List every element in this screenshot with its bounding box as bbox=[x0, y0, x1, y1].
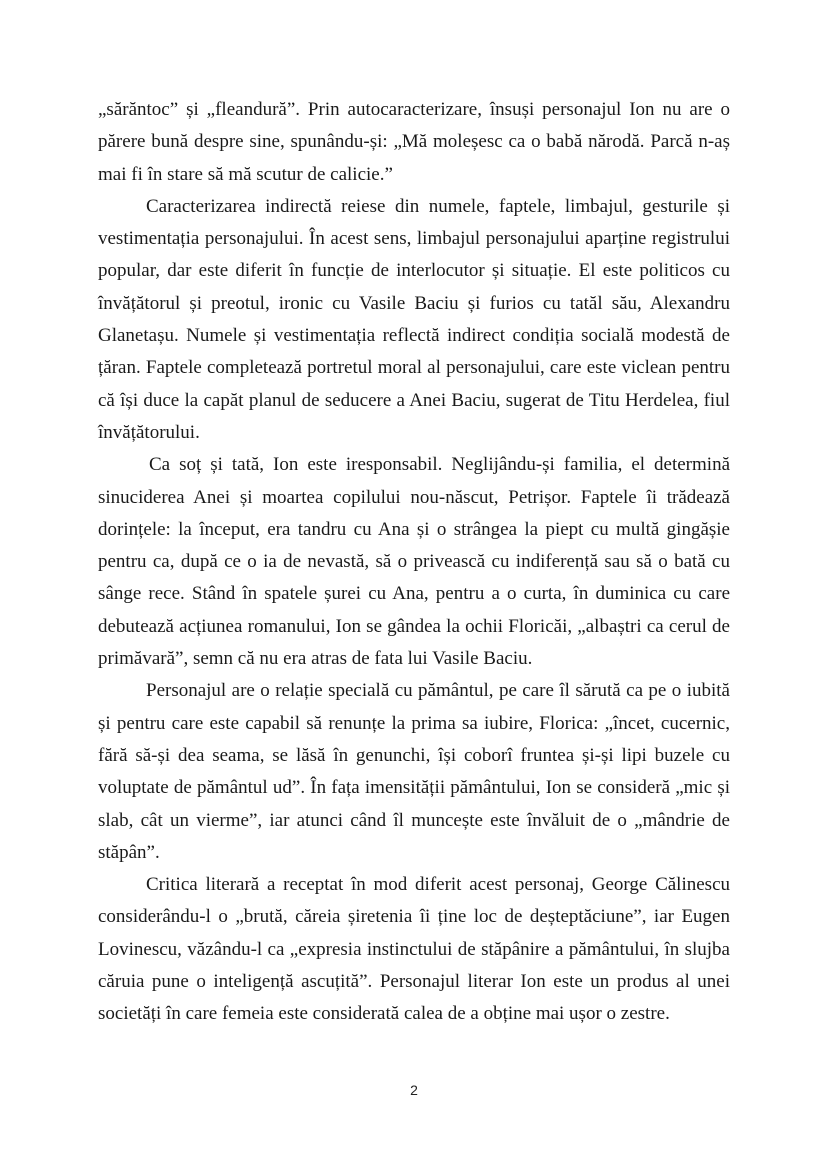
paragraph-3: Ca soț și tată, Ion este iresponsabil. Neglijându-și familia, el determină sinuciderea Anei și moartea copilului nou-născut, Petrișor. Faptele îi trădează dorințele: la început, era tandru cu Ana și o strângea la piept cu multă gingășie pentru ca, după ce o ia de nevastă, să o privească cu indiferență sau să o bată cu sânge rece. Stând în spatele șurei cu Ana, pentru a o curta, în duminica cu care debutează acțiunea romanului, Ion se gândea la ochii Floricăi, „albaștri ca cerul de primăvară”, semn că nu era atras de fata lui Vasile Baciu. bbox=[98, 454, 730, 670]
paragraph-5: Critica literară a receptat în mod diferit acest personaj, George Călinescu considerându-l o „brută, căreia șiretenia îi ține loc de deșteptăciune”, iar Eugen Lovinescu, văzându-l ca „expresia instinctului de stăpânire a pământului, în slujba căruia pune o inteligență ascuțită”. Personajul literar Ion este un produs al unei societăți în care femeia este considerată calea de a obține mai ușor o zestre. bbox=[98, 874, 730, 1025]
body-text bbox=[98, 94, 730, 1031]
page-number: 2 bbox=[410, 1082, 418, 1098]
paragraph-1: „sărăntoc” și „fleandură”. Prin autocaracterizare, însuși personajul Ion nu are o părere bună despre sine, spunându-și: „Mă moleșesc ca o babă nărodă. Parcă n-aș mai fi în stare să mă scutur de calicie.” bbox=[98, 99, 730, 185]
paragraph-2: Caracterizarea indirectă reiese din numele, faptele, limbajul, gesturile și vestimentația personajului. În acest sens, limbajul personajului aparține registrului popular, dar este diferit în funcție de interlocutor și situație. El este politicos cu învățătorul și preotul, ironic cu Vasile Baciu și furios cu tatăl său, Alexandru Glanetașu. Numele și vestimentația reflectă indirect condiția socială modestă de țăran. Faptele completează portretul moral al personajului, care este viclean pentru că își duce la capăt planul de seducere a Anei Baciu, sugerat de Titu Herdelea, fiul învățătorului. bbox=[98, 195, 730, 443]
paragraph-4: Personajul are o relație specială cu pământul, pe care îl sărută ca pe o iubită și pentru care este capabil să renunțe la prima sa iubire, Florica: „încet, cucernic, fără să-și dea seama, se lăsă în genunchi, își coborî fruntea și-și lipi buzele cu voluptate de pământul ud”. În fața imensității pământului, Ion se consideră „mic și slab, cât un vierme”, iar atunci când îl muncește este învăluit de o „mândrie de stăpân”. bbox=[98, 680, 730, 863]
